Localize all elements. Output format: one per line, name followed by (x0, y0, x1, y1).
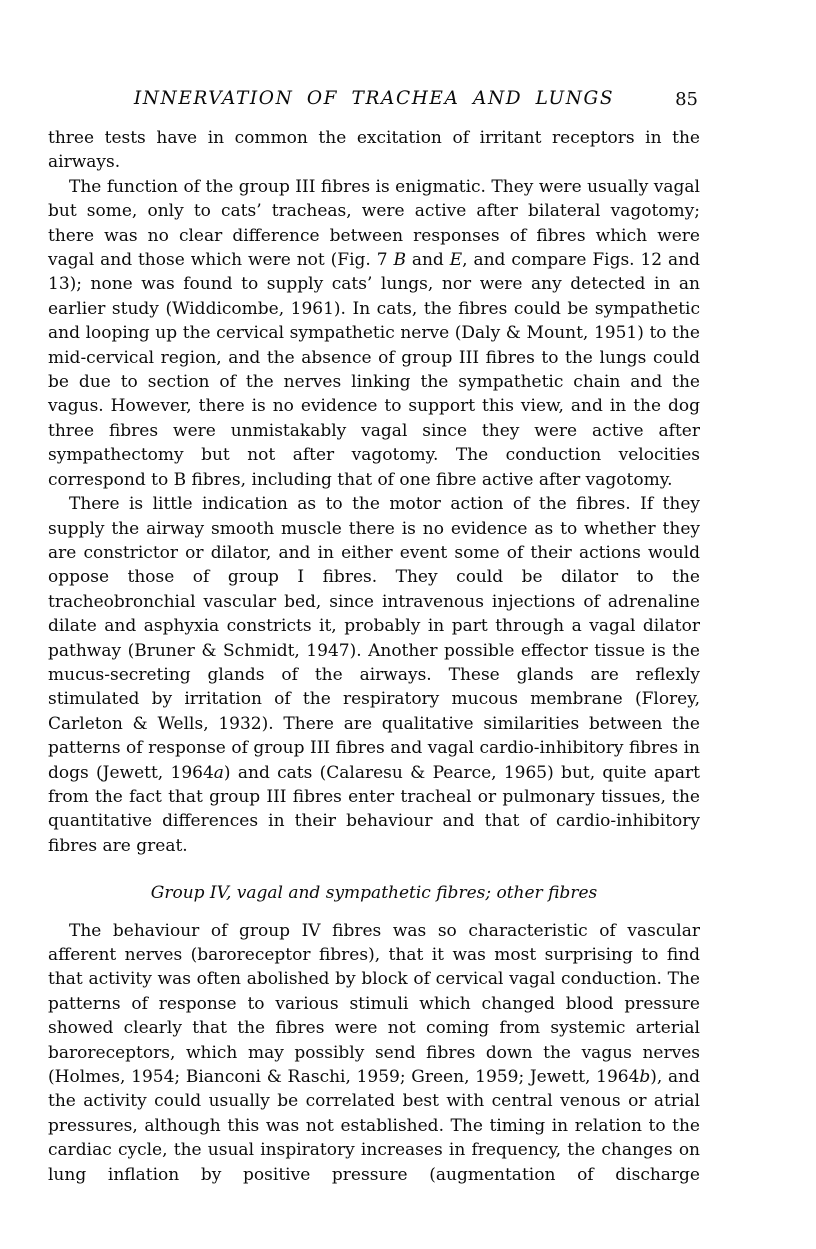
page-header (48, 88, 700, 112)
running-head: INNERVATION OF TRACHEA AND LUNGS (133, 88, 615, 109)
journal-page (48, 88, 700, 1187)
page-number: 85 (675, 89, 698, 110)
section-heading: Group IV, vagal and sympathetic fibres; other fibres (150, 883, 598, 904)
paragraph-5: The behaviour of group IV fibres was so characteristic of vascular afferent nerves (baroreceptor fibres), that it was most surprising to find that activity was often abolished by block of cervical vagal conduction. The patterns of response to various stimuli which changed blood pressure showed clearly that the fibres were not coming from systemic arterial baroreceptors, which may possibly send fibres down the vagus nerves (Holmes, 1954; Bianconi & Raschi, 1959; Green, 1959; Jewett, 1964b), and the activity could usually be correlated best with central venous or atrial pressures, although this was not established. The timing in relation to the cardiac cycle, the usual inspiratory increases in frequency, the changes on lung inflation by positive pressure (augmentation of discharge (48, 920, 701, 1185)
page-body (48, 126, 700, 1187)
paragraph-1: three tests have in common the excitation of irritant receptors in the airways. (48, 128, 700, 173)
paragraph-2: The function of the group III fibres is enigmatic. They were usually vagal but some, only to cats’ tracheas, were active after bilateral vagotomy; there was no clear difference between responses of fibres which were vagal and those which were not (Fig. 7 B and E, and compare Figs. 12 and 13); none was found to supply cats’ lungs, nor were any detected in an earlier study (Widdicombe, 1961). In cats, the fibres could be sympathetic and looping up the cervical sympathetic nerve (Daly & Mount, 1951) to the mid-cervical region, and the absence of group III fibres to the lungs could be due to section of the nerves linking the sympathetic chain and the vagus. However, there is no evidence to support this view, and in the dog three fibres were unmistakably vagal since they were active after sympathectomy but not after vagotomy. The conduction velocities correspond to B fibres, including that of one fibre active after vagotomy. (48, 176, 700, 490)
paragraph-3: There is little indication as to the motor action of the fibres. If they supply the airway smooth muscle there is no evidence as to whether they are constrictor or dilator, and in either event some of their actions would oppose those of group I fibres. They could be dilator to the tracheobronchial vascular bed, since intravenous injections of adrenaline dilate and asphyxia constricts it, probably in part through a vagal dilator pathway (Bruner & Schmidt, 1947). Another possible effector tissue is the mucus-secreting glands of the airways. These glands are reflexly stimulated by irritation of the respiratory mucous membrane (Florey, Carleton & Wells, 1932). There are qualitative similarities between the patterns of response of group III fibres and vagal cardio-inhibitory fibres in dogs (Jewett, 1964a) and cats (Calaresu & Pearce, 1965) but, quite apart from the fact that group III fibres enter tracheal or pulmonary tissues, the quantitative differences in their behaviour and that of cardio-inhibitory fibres are great. (48, 494, 701, 856)
